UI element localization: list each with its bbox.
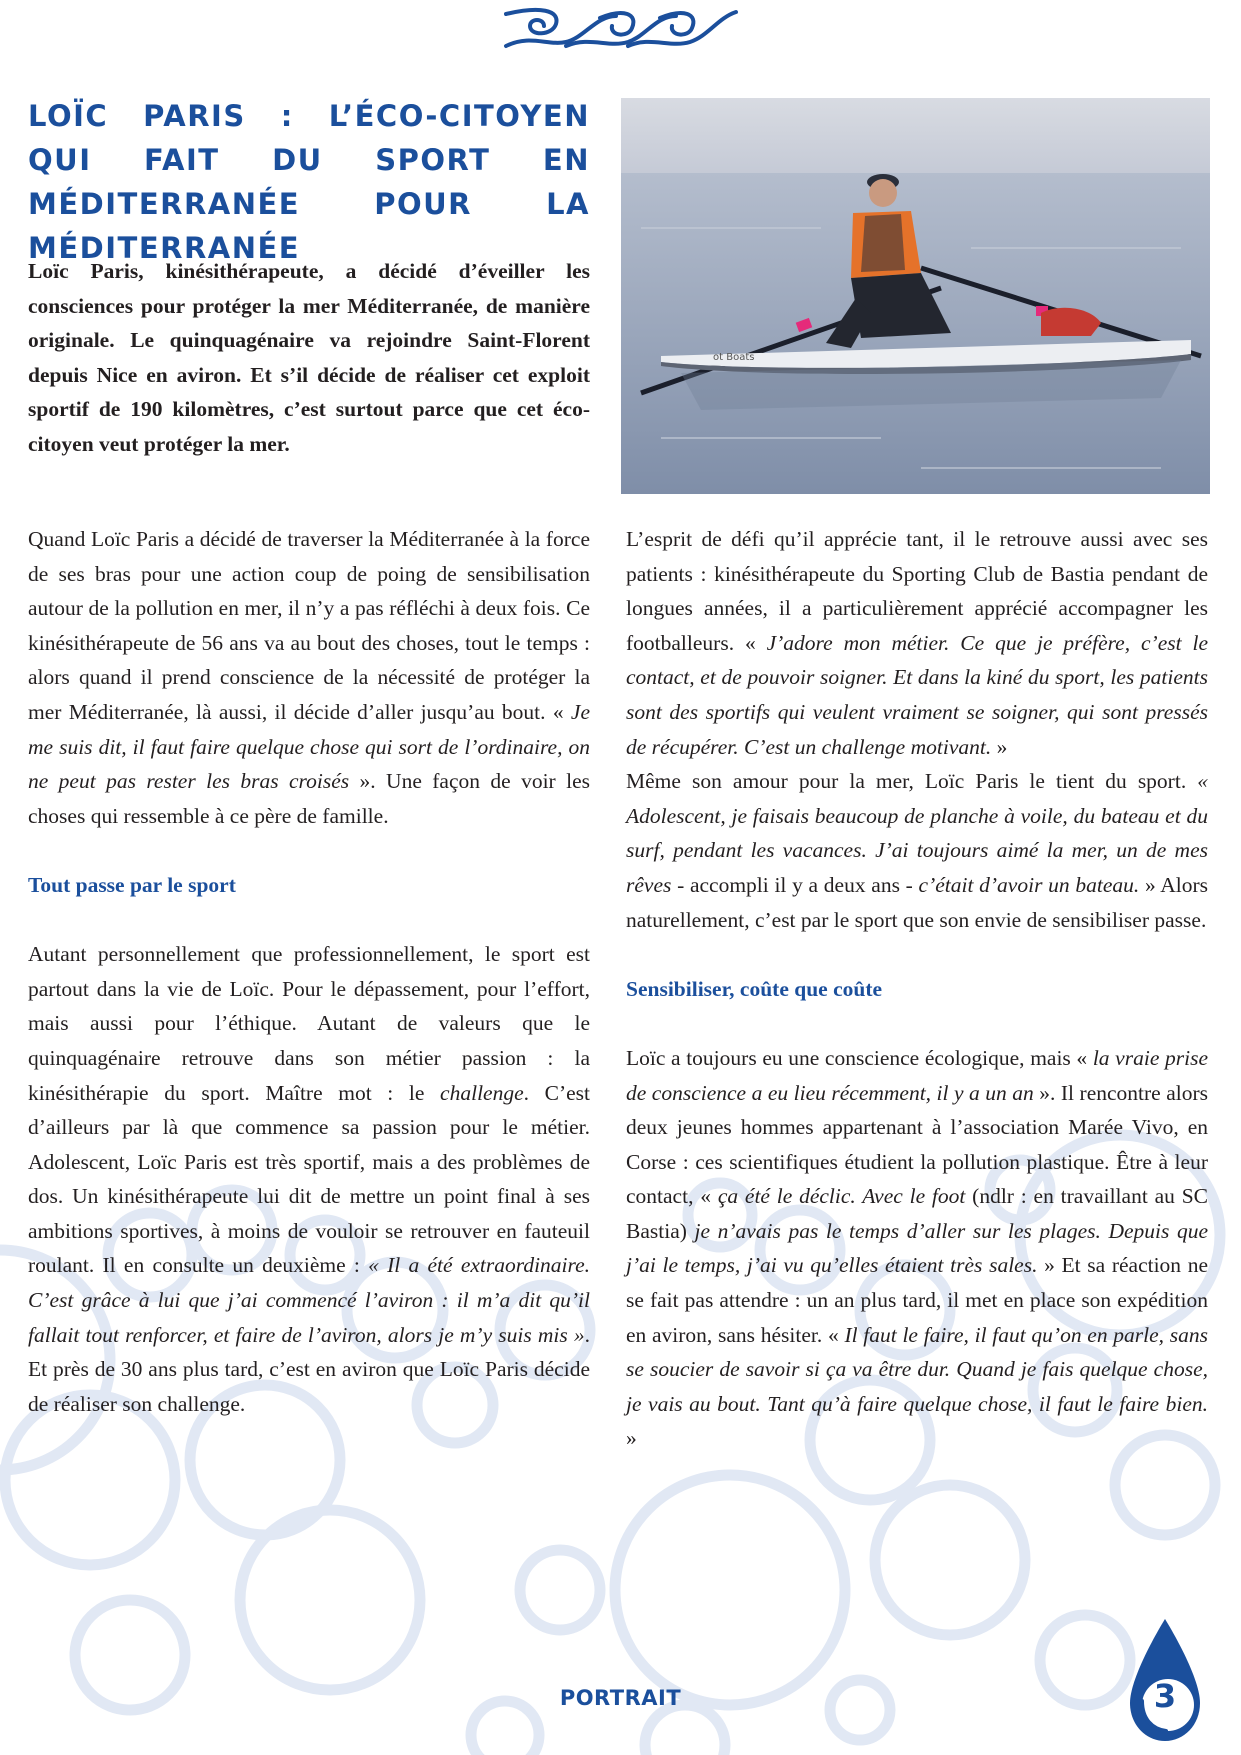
page-number: 3 [1153,1677,1177,1715]
section-label: PORTRAIT [559,1686,682,1710]
paragraph: Même son amour pour la mer, Loïc Paris le tient du sport. « Adolescent, je faisais beaucoup de planche à voile, du bateau et du surf, pendant les vacances. J’ai toujours aimé la mer, un de mes rêves - accompli il y a deux ans - c’était d’avoir un bateau. » Alors naturellement, c’est par le sport que son envie de sensibiliser passe. [626,769,1208,932]
left-column [28,522,590,1421]
paragraph: Autant personnellement que professionnellement, le sport est partout dans la vie de Loïc. Pour le dépassement, pour l’effort, mais aussi pour l’éthique. Autant de valeurs que le quinquagénaire retrouve dans son métier passion : la kinésithérapie du sport. Maître mot : le challenge. C’est d’ailleurs par là que commence sa passion pour le métier. Adolescent, Loïc Paris est très sportif, mais a des problèmes de dos. Un kinésithérapeute lui dit de mettre un point final à ses ambitions sportives, à moins de vouloir se retrouver en fauteuil roulant. Il en consulte un deuxième : « Il a été extraordinaire. C’est grâce à lui que j’ai commencé l’aviron : il m’a dit qu’il fallait tout renforcer, et faire de l’aviron, alors je m’y suis mis ». Et près de 30 ans plus tard, c’est en aviron que Loïc Paris décide de réaliser son challenge. [28,942,591,1416]
article-lead: Loïc Paris, kinésithérapeute, a décidé d’éveiller les consciences pour protéger la mer Méditerranée, de manière originale. Le quinquagénaire va rejoindre Saint-Florent depuis Nice en aviron. Et s’il décide de réaliser cet exploit sportif de 190 kilomètres, c’est surtout parce que cet éco-citoyen veut protéger la mer. [28,259,590,456]
waves-icon [500,6,740,52]
paragraph: L’esprit de défi qu’il apprécie tant, il le retrouve aussi avec ses patients : kinésithérapeute du Sporting Club de Bastia pendant de longues années, il a particulièrement apprécié accompagner les footballeurs. « J’adore mon métier. Ce que je préfère, c’est le contact, et de pouvoir soigner. Et dans la kiné du sport, les patients sont des sportifs qui veulent vraiment se soigner, qui sont pressés de récupérer. C’est un challenge motivant. » [626,527,1208,759]
rower-photo [621,98,1210,494]
section-heading: Sensibiliser, coûte que coûte [626,976,883,1001]
right-column [626,522,1208,1456]
article-title: LOÏC PARIS : L’ÉCO-CITOYEN QUI FAIT DU SPORT EN MÉDITERRANÉE POUR LA MÉDITERRANÉE [28,99,590,265]
paragraph: Quand Loïc Paris a décidé de traverser la Méditerranée à la force de ses bras pour une action coup de poing de sensibilisation autour de la pollution en mer, il n’y a pas réfléchi à deux fois. Ce kinésithérapeute de 56 ans va au bout des choses, tout le temps : alors quand il prend conscience de la nécessité de protéger la mer Méditerranée, là aussi, il décide d’aller jusqu’au bout. « Je me suis dit, il faut faire quelque chose qui sort de l’ordinaire, on ne peut pas rester les bras croisés ». Une façon de voir les choses qui ressemble à ce père de famille. [28,527,590,828]
paragraph: Loïc a toujours eu une conscience écologique, mais « la vraie prise de conscience a eu lieu récemment, il y a un an ». Il rencontre alors deux jeunes hommes appartenant à l’association Marée Vivo, en Corse : ces scientifiques étudient la pollution plastique. Être à leur contact, « ça été le déclic. Avec le foot (ndlr : en travaillant au SC Bastia) je n’avais pas le temps d’aller sur les plages. Depuis que j’ai le temps, j’ai vu qu’elles étaient très sales. » Et sa réaction ne se fait pas attendre : un an plus tard, il met en place son expédition en aviron, sans hésiter. « Il faut le faire, il faut qu’on en parle, sans se soucier de savoir si ça va être dur. Quand je fais quelque chose, je vais au bout. Tant qu’à faire quelque chose, il faut le faire bien. » [626,1045,1208,1451]
section-heading: Tout passe par le sport [28,872,236,897]
boat-label: ot Boats [713,352,755,363]
